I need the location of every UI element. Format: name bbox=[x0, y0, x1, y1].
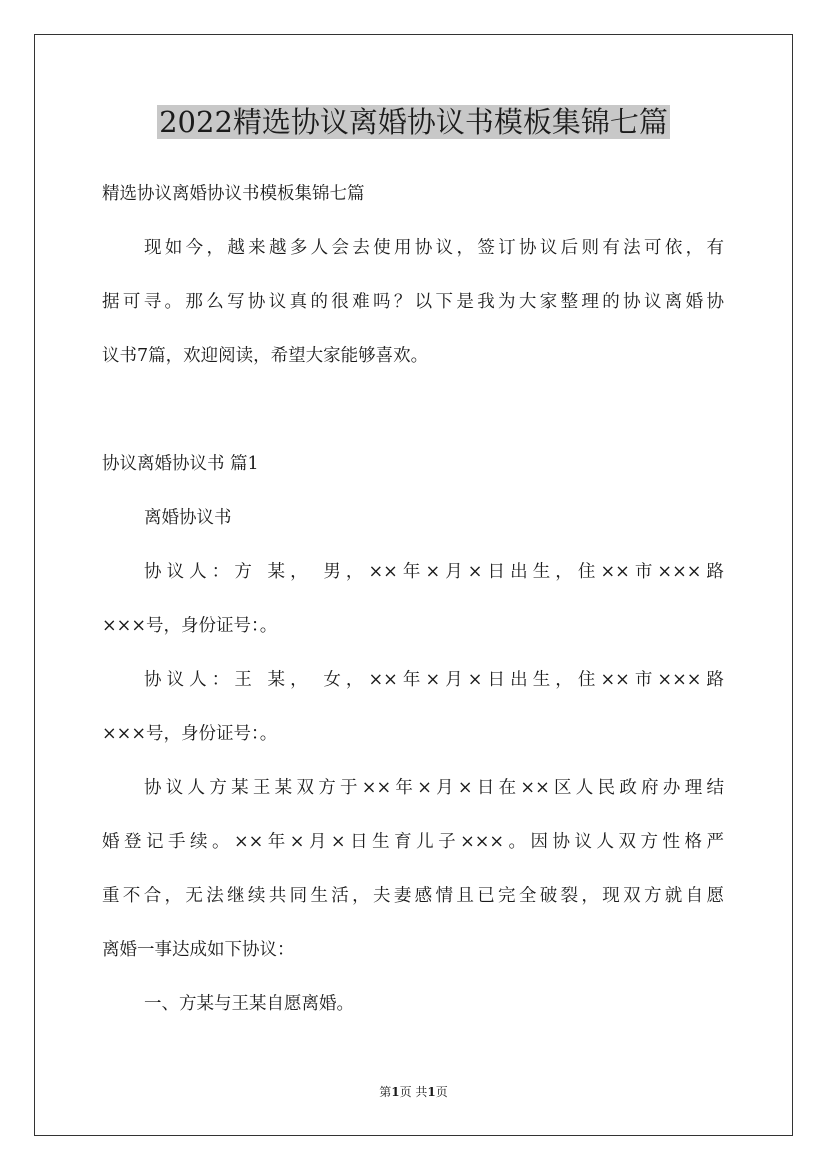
section-heading: 协议离婚协议书 篇1 bbox=[102, 454, 259, 474]
intro-line-2: 据可寻。那么写协议真的很难吗？以下是我为大家整理的协议离婚协 bbox=[102, 292, 724, 312]
party2-line-2: ×××号，身份证号：。 bbox=[102, 724, 278, 744]
page-footer bbox=[0, 1084, 827, 1100]
footer-page-number: 1 bbox=[391, 1085, 400, 1099]
footer-page-mid: 页 共 bbox=[399, 1085, 428, 1099]
footer-page-total: 1 bbox=[427, 1085, 436, 1099]
party1-line-1: 协议人：方 某， 男，××年×月×日出生，住××市×××路 bbox=[144, 562, 724, 582]
document-title bbox=[0, 100, 827, 144]
footer-page-prefix: 第 bbox=[379, 1085, 392, 1099]
party1-line-2: ×××号，身份证号：。 bbox=[102, 616, 278, 636]
background-line-2: 婚登记手续。××年×月×日生育儿子×××。因协议人双方性格严 bbox=[102, 832, 724, 852]
background-line-4: 离婚一事达成如下协议： bbox=[102, 940, 295, 960]
footer-page-suffix: 页 bbox=[435, 1085, 448, 1099]
background-line-1: 协议人方某王某双方于××年×月×日在××区人民政府办理结 bbox=[144, 778, 724, 798]
intro-line-3: 议书7篇，欢迎阅读，希望大家能够喜欢。 bbox=[102, 346, 429, 366]
document-subtitle: 精选协议离婚协议书模板集锦七篇 bbox=[102, 184, 365, 204]
party2-line-1: 协议人：王 某， 女，××年×月×日出生，住××市×××路 bbox=[144, 670, 724, 690]
background-line-3: 重不合，无法继续共同生活，夫妻感情且已完全破裂，现双方就自愿 bbox=[102, 886, 724, 906]
document-title-text: 2022精选协议离婚协议书模板集锦七篇 bbox=[159, 105, 668, 139]
clause-1: 一、方某与王某自愿离婚。 bbox=[144, 994, 354, 1014]
intro-line-1: 现如今，越来越多人会去使用协议，签订协议后则有法可依，有 bbox=[144, 238, 724, 258]
doc-heading: 离婚协议书 bbox=[144, 508, 232, 528]
